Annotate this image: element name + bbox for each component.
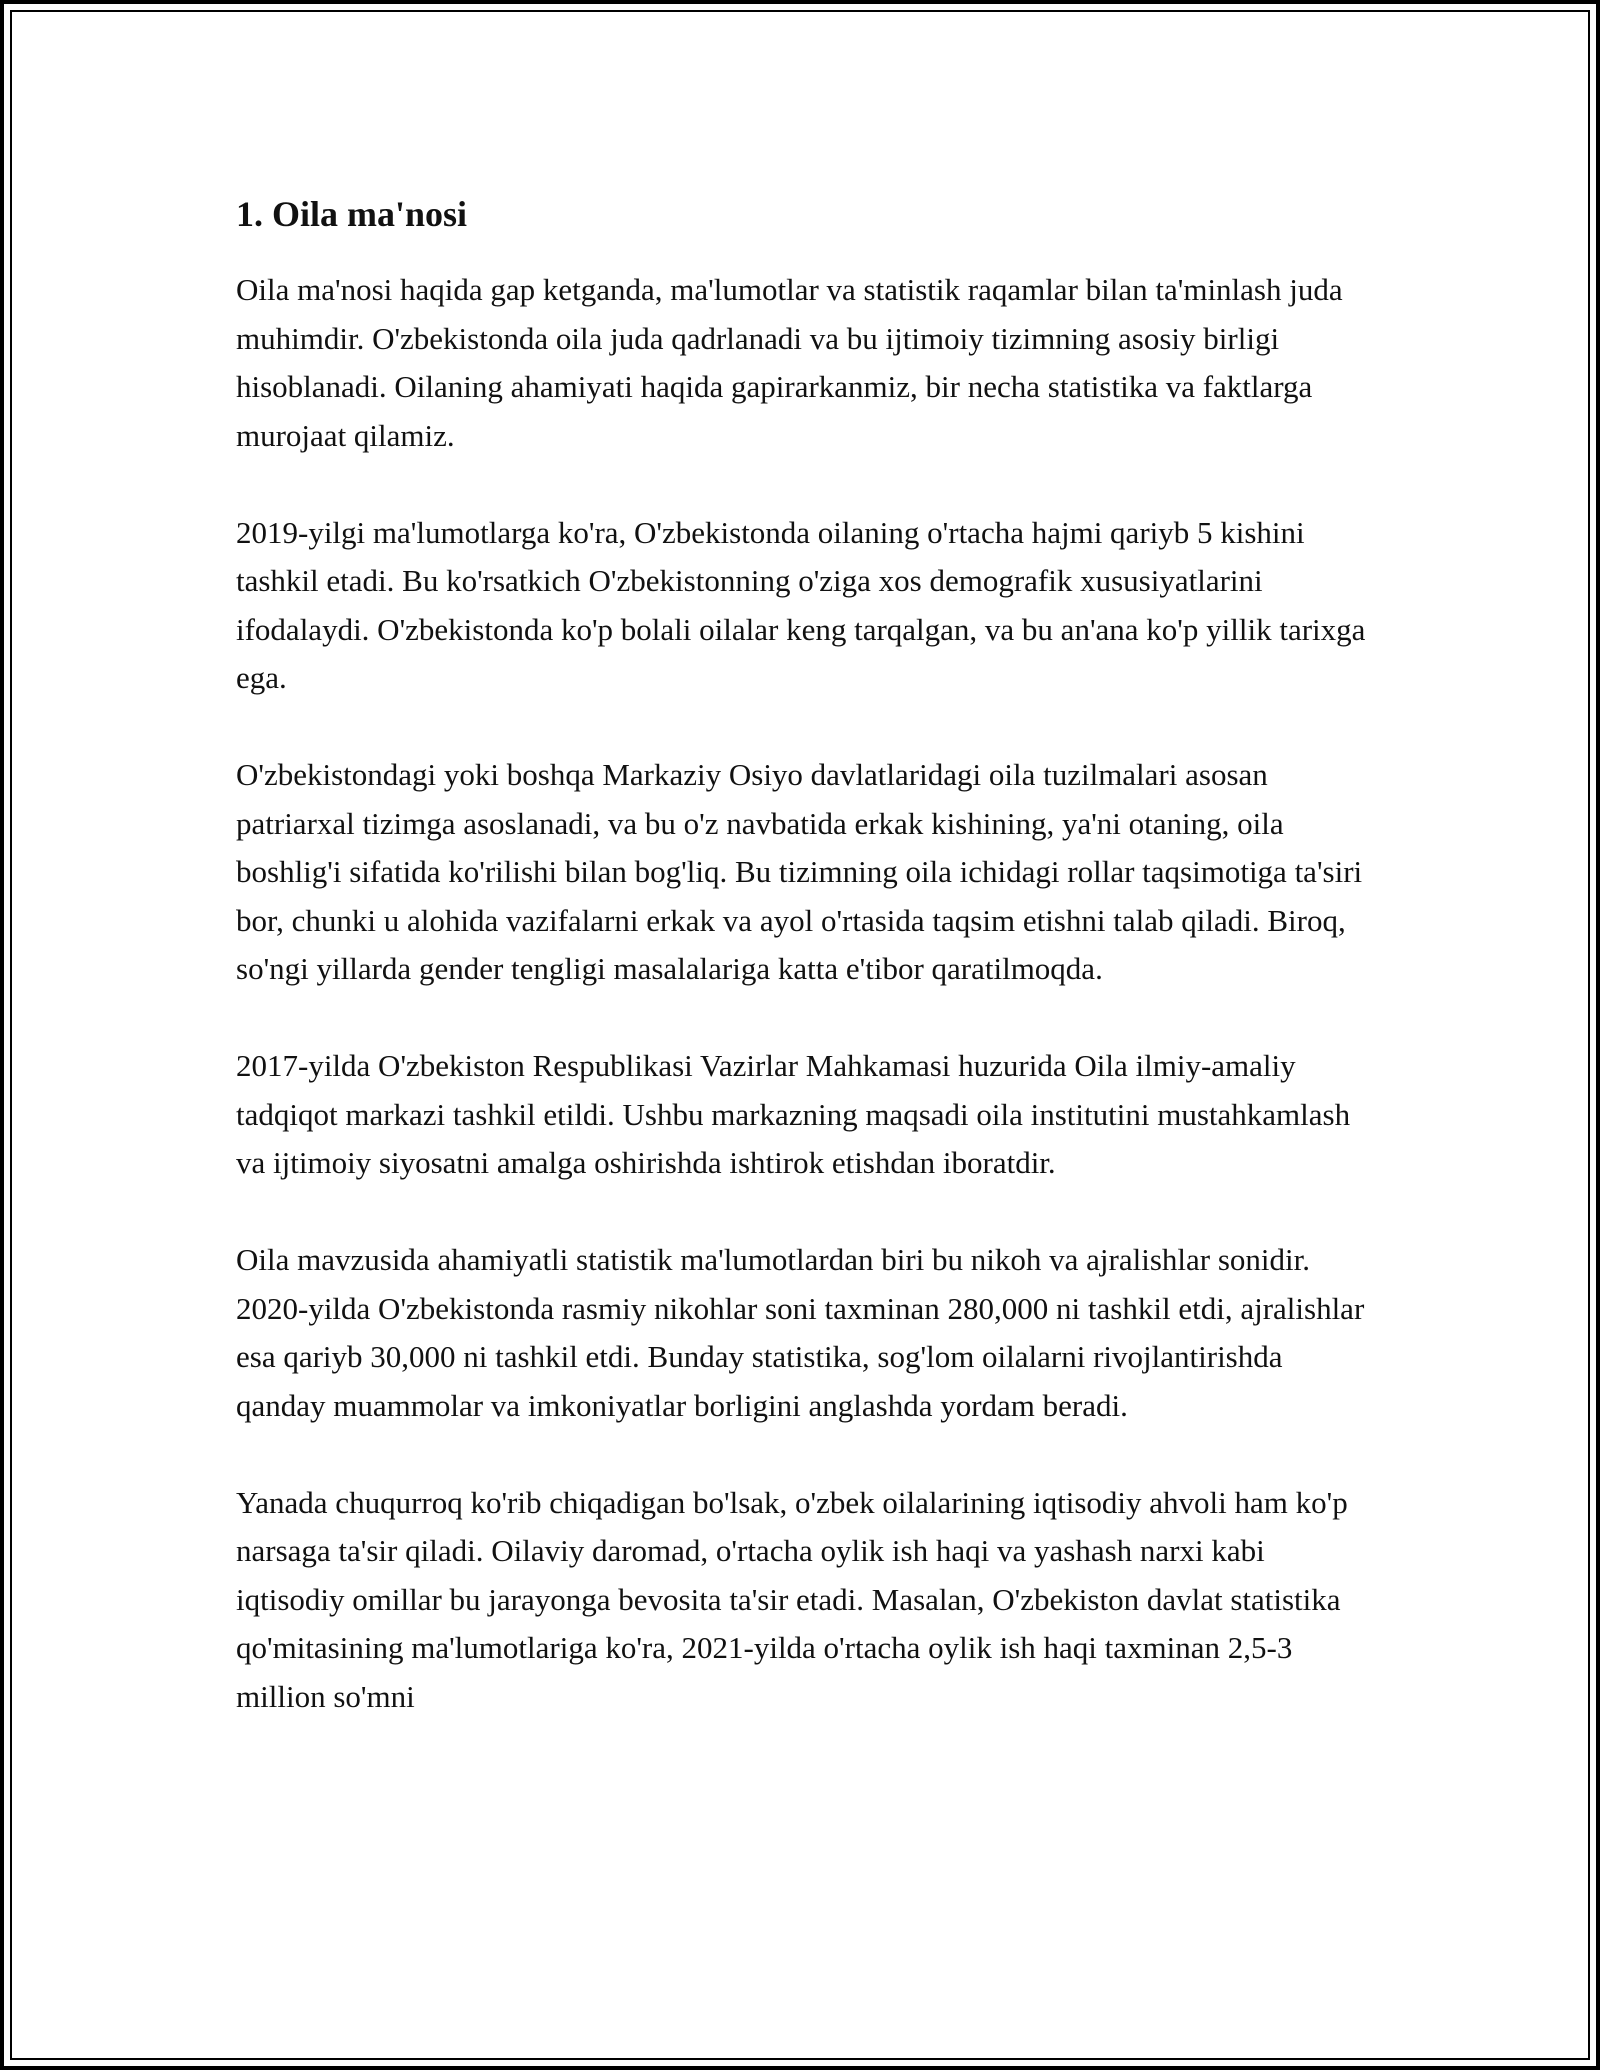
- paragraph-3: O'zbekistondagi yoki boshqa Markaziy Osiyo davlatlaridagi oila tuzilmalari asosan patriarxal tizimga asoslanadi, va bu o'z navbatida erkak kishining, ya'ni otaning, oila boshlig'i sifatida ko'rilishi bilan bog'liq. Bu tizimning oila ichidagi rollar taqsimotiga ta'siri bor, chunki u alohida vazifalarni erkak va ayol o'rtasida taqsim etishni talab qiladi. Biroq, so'ngi yillarda gender tengligi masalalariga katta e'tibor qaratilmoqda.: [236, 757, 1363, 986]
- paragraph-2: 2019-yilgi ma'lumotlarga ko'ra, O'zbekistonda oilaning o'rtacha hajmi qariyb 5 kishini tashkil etadi. Bu ko'rsatkich O'zbekistonning o'ziga xos demografik xususiyatlarini ifodalaydi. O'zbekistonda ko'p bolali oilalar keng tarqalgan, va bu an'ana ko'p yillik tarixga ega.: [236, 514, 1366, 695]
- section-heading: 1. Oila ma'nosi: [236, 194, 468, 234]
- paragraph-6: Yanada chuqurroq ko'rib chiqadigan bo'lsak, o'zbek oilalarining iqtisodiy ahvoli ham ko'p narsaga ta'sir qiladi. Oilaviy daromad, o'rtacha oylik ish haqi va yashash narxi kabi iqtisodiy omillar bu jarayonga bevosita ta'sir etadi. Masalan, O'zbekiston davlat statistika qo'mitasining ma'lumotlariga ko'ra, 2021-yilda o'rtacha oylik ish haqi taxminan 2,5-3 million so'mni: [236, 1484, 1348, 1714]
- paragraph-5: Oila mavzusida ahamiyatli statistik ma'lumotlardan biri bu nikoh va ajralishlar sonidir. 2020-yilda O'zbekistonda rasmiy nikohlar soni taxminan 280,000 ni tashkil etdi, ajralishlar esa qariyb 30,000 ni tashkil etdi. Bunday statistika, sog'lom oilalarni rivojlantirishda qanday muammolar va imkoniyatlar borligini anglashda yordam beradi.: [236, 1242, 1365, 1423]
- document-body: [236, 184, 1376, 1721]
- paragraph-4: 2017-yilda O'zbekiston Respublikasi Vazirlar Mahkamasi huzurida Oila ilmiy-amaliy tadqiqot markazi tashkil etildi. Ushbu markazning maqsadi oila institutini mustahkamlash va ijtimoiy siyosatni amalga oshirishda ishtirok etishdan iboratdir.: [236, 1048, 1351, 1180]
- paragraph-1: Oila ma'nosi haqida gap ketganda, ma'lumotlar va statistik raqamlar bilan ta'minlash juda muhimdir. O'zbekistonda oila juda qadrlanadi va bu ijtimoiy tizimning asosiy birligi hisoblanadi. Oilaning ahamiyati haqida gapirarkanmiz, bir necha statistika va faktlarga murojaat qilamiz.: [236, 272, 1343, 453]
